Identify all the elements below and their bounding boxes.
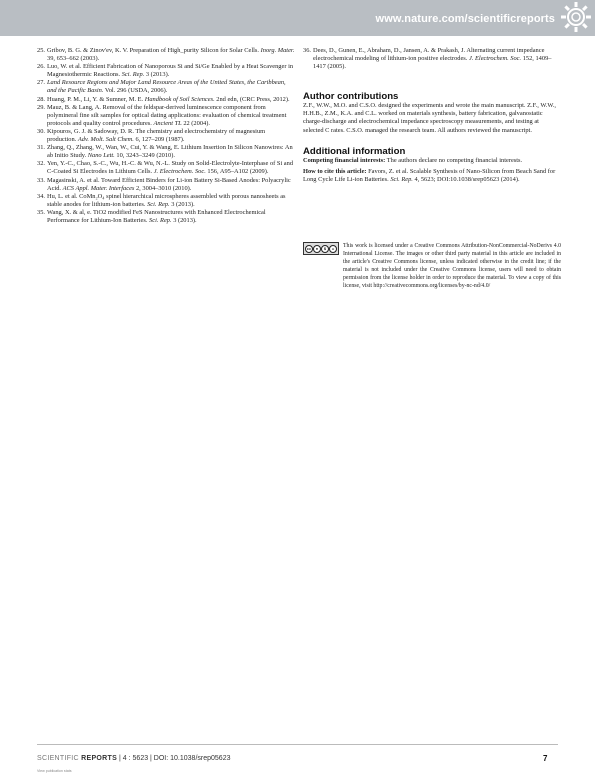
citation-text: How to cite this article: Favors, Z. et al. Scalable Synthesis of Nano-Silicon from Beach Sand for Long Cycle Life Li-ion Batteries. Sci. Rep. 4, 5623; DOI:10.1038/srep05623 (2014). xyxy=(303,167,556,183)
additional-information-heading: Additional information xyxy=(303,145,406,157)
reference-item: 25. Gribov, B. G. & Zinov'ev, K. V. Preparation of High_purity Silicon for Solar Cells. Inorg. Mater. 39, 653–662 (2003). xyxy=(37,47,295,63)
footer-citation xyxy=(37,755,230,762)
references-left-column xyxy=(37,47,295,225)
competing-interests: Competing financial interests: The authors declare no competing financial interests. xyxy=(303,156,523,164)
reference-item: 30. Kipouros, G. J. & Sadoway, D. R. The chemistry and electrochemistry of magnesium production. Adv. Molt. Salt Chem. 6, 127–209 (1987). xyxy=(37,127,266,144)
publication-stats-link[interactable]: View publication stats xyxy=(37,769,72,773)
footer-divider xyxy=(37,744,558,745)
nc-icon: $ xyxy=(321,245,329,253)
footer-doi: | 4 : 5623 | DOI: 10.1038/srep05623 xyxy=(117,755,231,762)
by-icon: ● xyxy=(313,245,321,253)
license-text: This work is licensed under a Creative Commons Attribution-NonCommercial-NoDerivs 4.0 International License. The images or other third party material in this article are included in the article's Creative Commons license, unless indicated otherwise in the credit line; if the material is not included under the Creative Commons license, users will need to obtain permission from the license holder in order to reproduce the material. To view a copy of this license, visit http://creativecommons.org/licenses/by-nc-nd/4.0/ xyxy=(343,243,561,290)
reference-item: 36. Dees, D., Gunen, E., Abraham, D., Jansen, A. & Prakash, J. Alternating current impedance electrochemical modeling of lithium-ion positive electrodes. J. Electrochem. Soc. 152, 1409–1417 (2005). xyxy=(303,47,552,71)
reference-item: 27. Land Resource Regions and Major Land Resource Areas of the United States, the Caribbean, and the Pacific Basin. Vol. 296 (USDA, 2006). xyxy=(37,79,286,95)
reference-item: 29. Mauz, B. & Lang, A. Removal of the feldspar-derived luminescence component from polymineral fine silt samples for optical dating applications: evaluation of chemical treatment protocols and quality control procedures. Ancient TL 22 (2004). xyxy=(37,103,287,127)
license-block xyxy=(303,242,561,291)
reference-item: 26. Luo, W. et al. Efficient Fabrication of Nanoporous Si and Si/Ge Enabled by a Heat Scavenger in Magnesiothermic Reactions. Sci. Rep. 3 (2013). xyxy=(37,63,294,79)
journal-header-bar xyxy=(0,0,595,36)
reference-item: 28. Huang, P. M., Li, Y. & Sumner, M. E. Handbook of Soil Sciences. 2nd edn, (CRC Press, 2012). xyxy=(37,95,290,103)
reference-item: 33. Magasinski, A. et al. Toward Efficient Binders for Li-ion Battery Si-Based Anodes: Polyacrylic Acid. ACS Appl. Mater. Interfaces 2, 3004–3010 (2010). xyxy=(37,176,291,192)
reference-item: 31. Zhang, Q., Zhang, W., Wan, W., Cui, Y. & Wang, E. Lithium Insertion In Silicon Nanowires: An ab Initio Study. Nano Lett. 10, 3243–3249 (2010). xyxy=(37,144,293,160)
author-contributions-heading: Author contributions xyxy=(303,91,399,103)
journal-brand: SCIENTIFIC REPORTS xyxy=(37,755,118,762)
reference-item: 32. Yen, Y.-C., Chao, S.-C., Wu, H.-C. & Wu, N.-L. Study on Solid-Electrolyte-Interphase of Si and C-Coated Si Electrodes in Lithium Cells. J. Electrochem. Soc. 156, A95–A102 (2009). xyxy=(37,160,294,176)
nd-icon: = xyxy=(329,245,337,253)
creative-commons-badge-icon[interactable] xyxy=(303,242,339,255)
journal-gear-logo-icon xyxy=(559,0,593,34)
author-contributions-text: Z.F., W.W., M.O. and C.S.O. designed the experiments and wrote the main manuscript. Z.F., W.W., H.H.B., Z.M., K.A. and C.L. worked on materials synthesis, battery fabrication, galvanostatic charge-discharge and electrochemical impedance spectroscopy measurements, and testing at selected C rates. C.S.O. managed the research team. All authors reviewed the manuscript. xyxy=(303,102,557,134)
cc-icon: cc xyxy=(306,245,312,251)
reference-item: 34. Hu, L. et al. CoMn₂O₄ spinel hierarchical microspheres assembled with porous nanosheets as stable anodes for lithium-ion batteries. Sci. Rep. 3 (2013). xyxy=(37,192,286,208)
journal-url[interactable]: www.nature.com/scientificreports xyxy=(375,13,555,25)
page-number: 7 xyxy=(543,754,548,763)
right-column xyxy=(303,47,561,184)
reference-item: 35. Wang, X. & al, e. TiO2 modified FeS Nanostructures with Enhanced Electrochemical Performance for Lithium-Ion Batteries. Sci. Rep. 3 (2013). xyxy=(37,208,266,224)
